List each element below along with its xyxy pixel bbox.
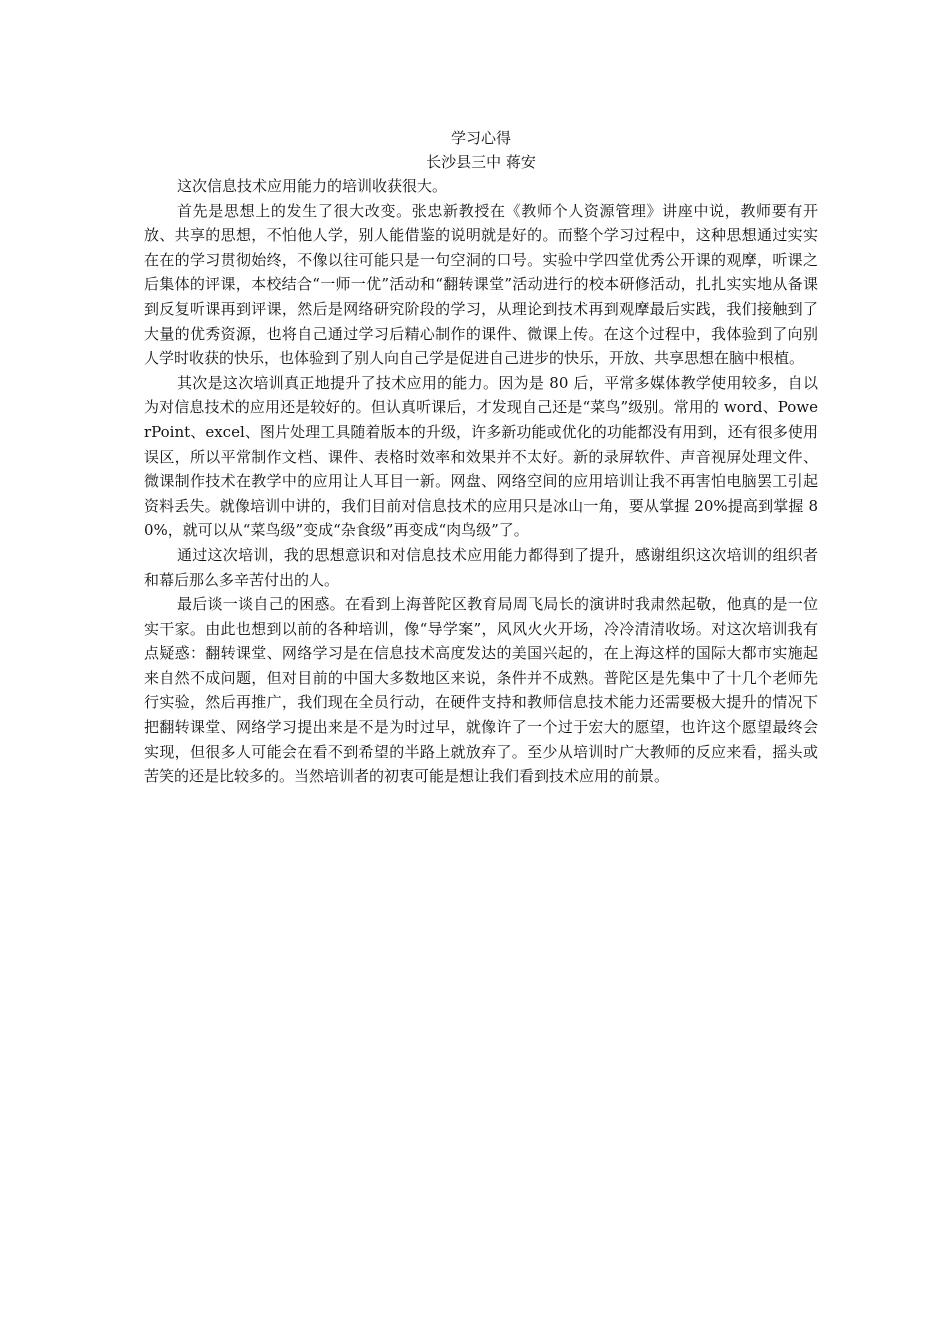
paragraph-concerns: 最后谈一谈自己的困惑。在看到上海普陀区教育局周飞局长的演讲时我肃然起敬，他真的是一位实干家。由此也想到以前的各种培训，像“导学案”，风风火火开场，冷冷清清收场。对这次培训我有点疑惑：翻转课堂、网络学习是在信息技术高度发达的美国兴起的，在上海这样的国际大都市实施起来自然不成问题，但对目前的中国大多数地区来说，条件并不成熟。普陀区是先集中了十几个老师先行实验，然后再推广，我们现在全员行动，在硬件支持和教师信息技术能力还需要极大提升的情况下把翻转课堂、网络学习提出来是不是为时过早，就像许了一个过于宏大的愿望，也许这个愿望最终会实现，但很多人可能会在看不到希望的半路上就放弃了。至少从培训时广大教师的反应来看，摇头或苦笑的还是比较多的。当然培训者的初衷可能是想让我们看到技术应用的前景。 [144,595,818,786]
paragraph-intro: 这次信息技术应用能力的培训收获很大。 [177,177,448,195]
paragraph-skill-improvement: 其次是这次培训真正地提升了技术应用的能力。因为是 80 后，平常多媒体教学使用较多，自以为对信息技术的应用还是较好的。但认真听课后，才发现自己还是“菜鸟”级别。常用的 word、PowerPoint、excel、图片处理工具随着版本的升级，许多新功能或优化的功能都没有用到，还有很多使用误区，所以平常制作文档、课件、表格时效率和效果并不太好。新的录屏软件、声音视屏处理文件、微课制作技术在教学中的应用让人耳目一新。网盘、网络空间的应用培训让我不再害怕电脑罢工引起资料丢失。就像培训中讲的，我们目前对信息技术的应用只是冰山一角，要从掌握 20%提高到掌握 80%，就可以从“菜鸟级”变成“杂食级”再变成“肉鸟级”了。 [144,373,818,540]
paragraph-thinking-change: 首先是思想上的发生了很大改变。张忠新教授在《教师个人资源管理》讲座中说，教师要有开放、共享的思想，不怕他人学，别人能借鉴的说明就是好的。而整个学习过程中，这种思想通过实实在在的学习贯彻始终，不像以往可能只是一句空洞的口号。实验中学四堂优秀公开课的观摩，听课之后集体的评课，本校结合“一师一优”活动和“翻转课堂”活动进行的校本研修活动，扎扎实实地从备课到反复听课再到评课，然后是网络研究阶段的学习，从理论到技术再到观摩最后实践，我们接触到了大量的优秀资源，也将自己通过学习后精心制作的课件、微课上传。在这个过程中，我体验到了向别人学时收获的快乐，也体验到了别人向自己学是促进自己进步的快乐，开放、共享思想在脑中根植。 [144,201,818,368]
document-author: 长沙县三中 蒋安 [426,153,536,171]
document-page [144,126,818,789]
document-title: 学习心得 [450,129,511,147]
paragraph-thanks: 通过这次培训，我的思想意识和对信息技术应用能力都得到了提升，感谢组织这次培训的组织者和幕后那么多辛苦付出的人。 [144,545,818,589]
